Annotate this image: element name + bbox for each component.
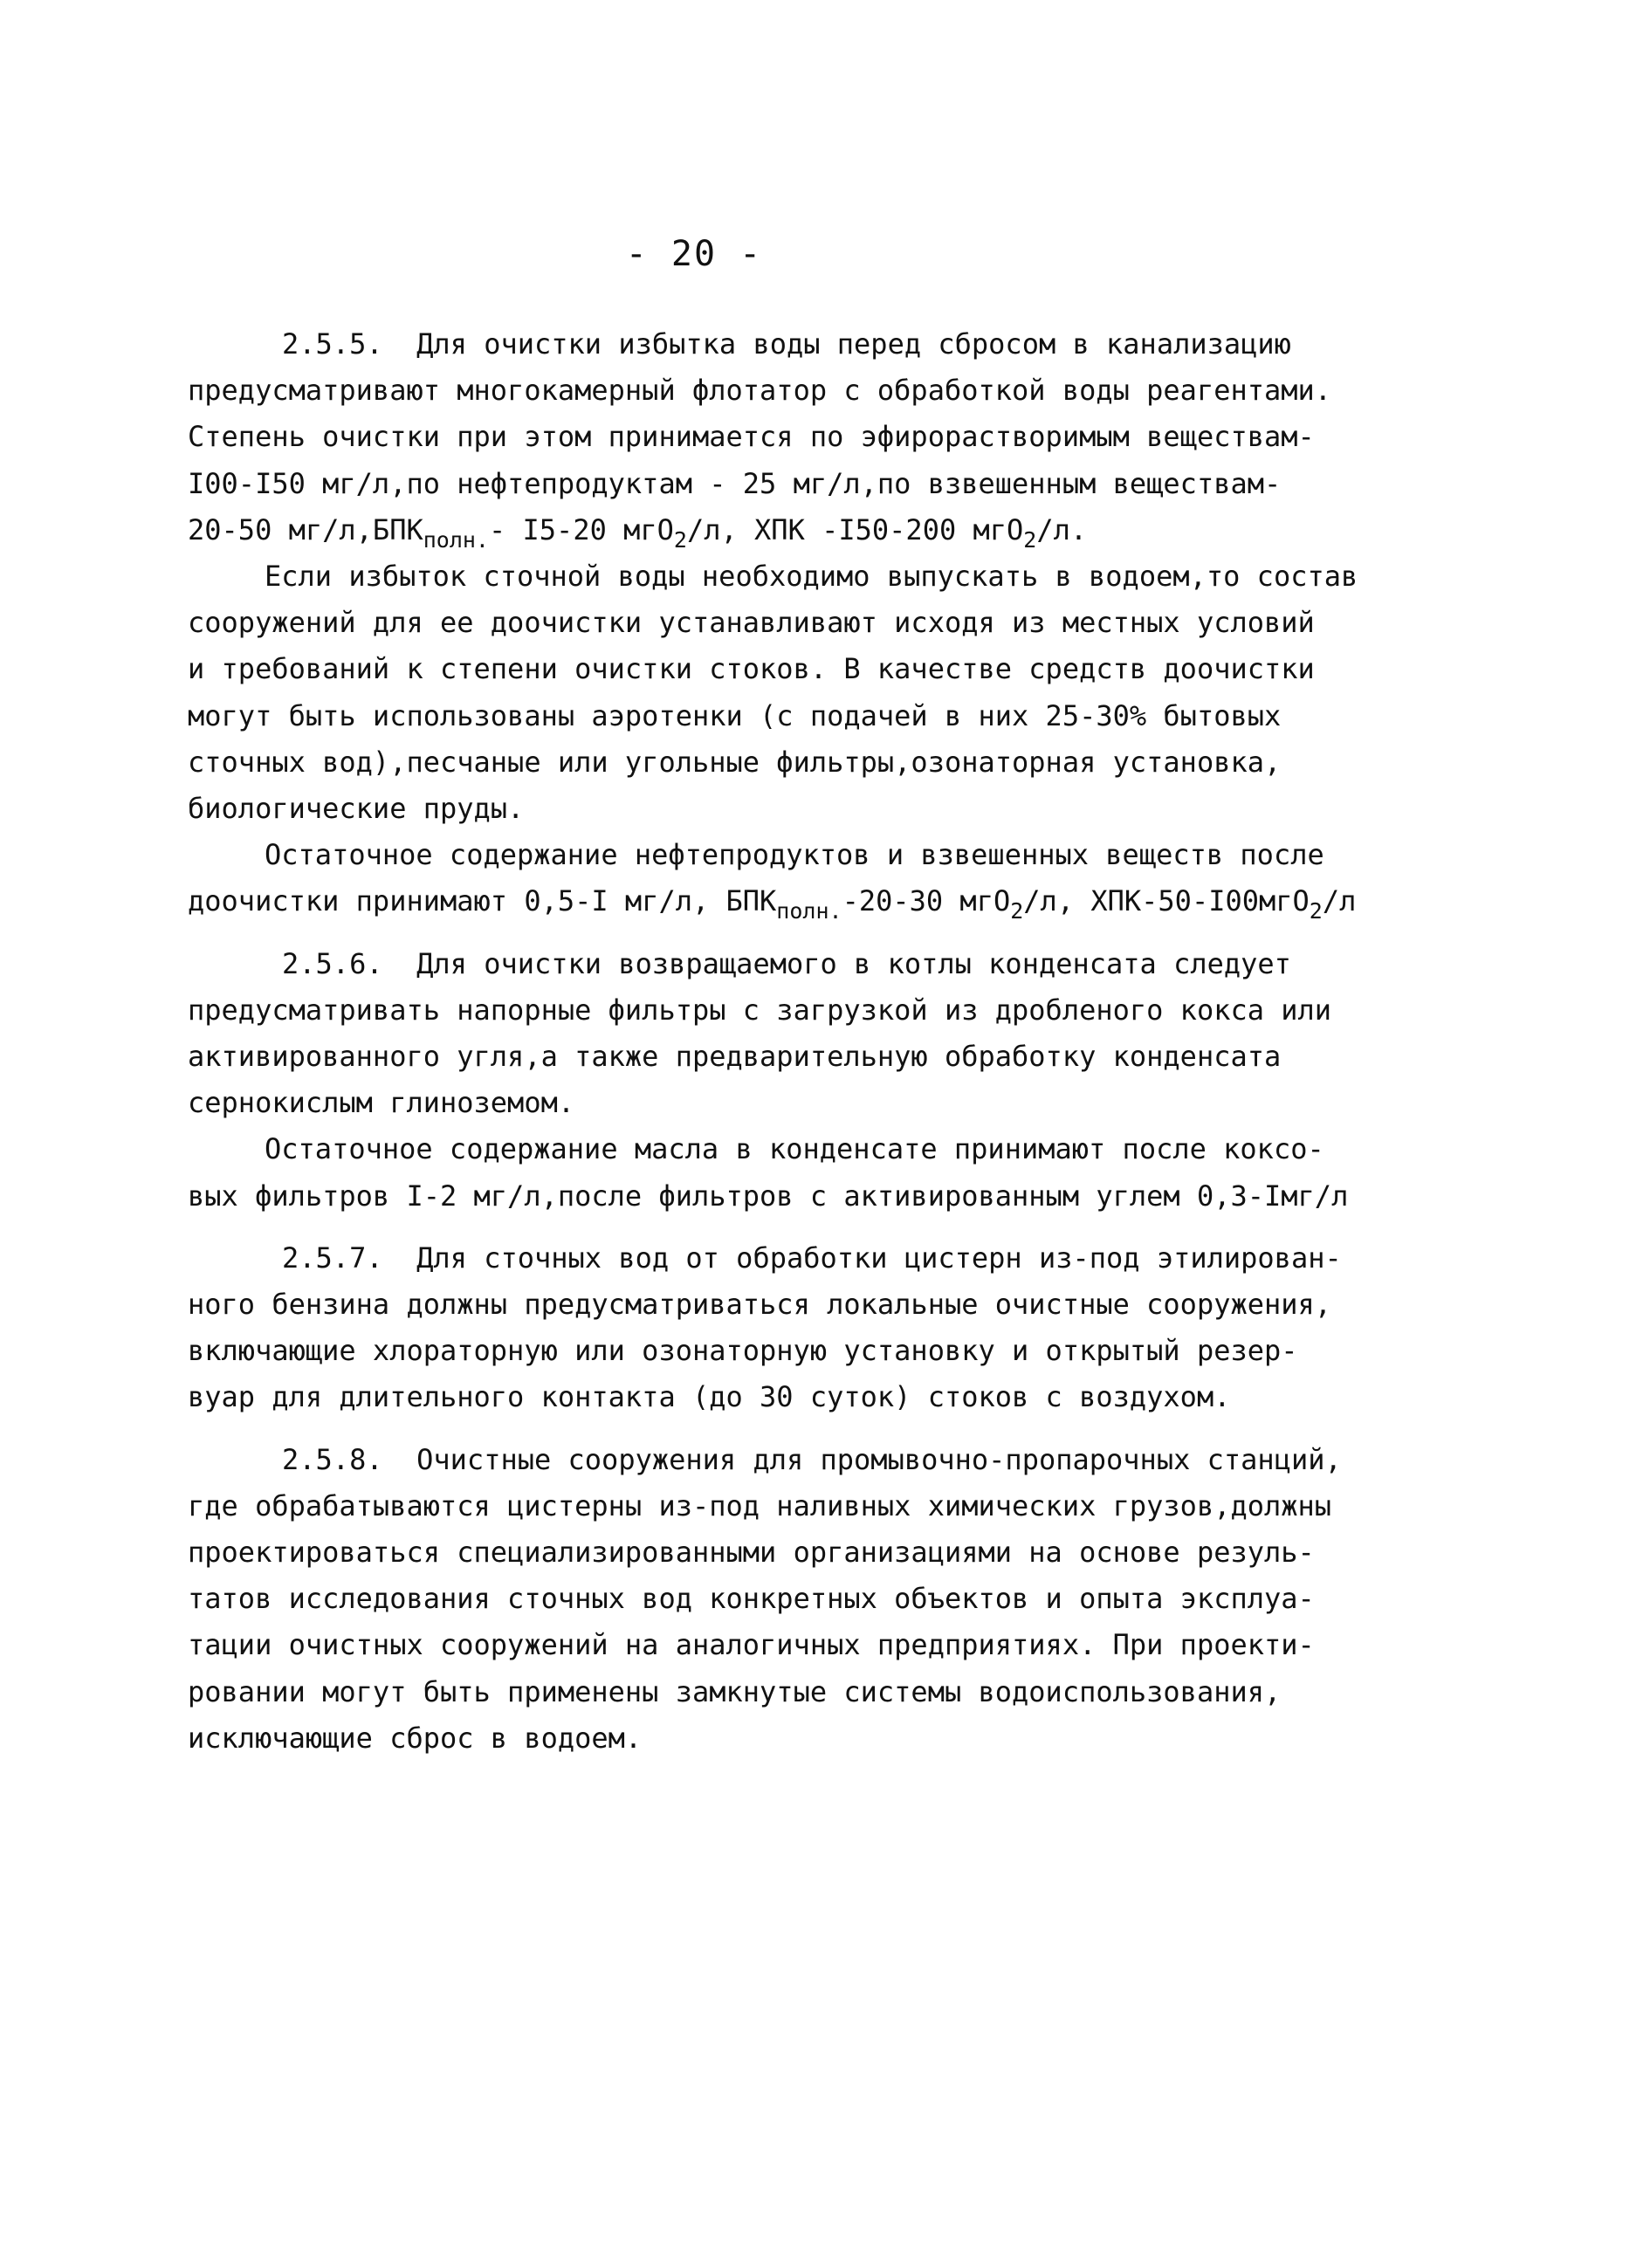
text-line: сернокислым глиноземом. xyxy=(188,1086,575,1120)
text-line: предусматривают многокамерный флотатор с обработкой воды реагентами. xyxy=(188,374,1332,408)
text-line: и требований к степени очистки стоков. В качестве средств доочистки xyxy=(188,652,1315,686)
subscript: полн. xyxy=(423,526,489,553)
section-2-5-6 xyxy=(188,941,1497,1127)
text-line: 2.5.7. Для сточных вод от обработки цистерн из-под этилирован- xyxy=(282,1241,1342,1275)
text-line: 2.5.8. Очистные сооружения для промывочно-пропарочных станций, xyxy=(282,1442,1342,1476)
section-2-5-5 xyxy=(188,321,1497,553)
subscript: 2 xyxy=(1010,898,1024,924)
text-fragment: /л. xyxy=(1036,512,1088,546)
page-number: - 20 - xyxy=(625,234,763,274)
text-line: вуар для длительного контакта (до 30 суток) стоков с воздухом. xyxy=(188,1380,1231,1414)
text-line: Степень очистки при этом принимается по эфирорастворимым веществам- xyxy=(188,420,1315,454)
text-line: 2.5.5. Для очистки избытка воды перед сбросом в канализацию xyxy=(282,327,1291,361)
text-fragment: /л, ХПК -I50-200 мгО xyxy=(686,512,1024,546)
text-line xyxy=(188,507,1497,553)
paragraph-residual-oil xyxy=(188,1126,1497,1219)
text-fragment: /л, ХПК-50-I00мгО xyxy=(1023,884,1310,918)
text-line: включающие хлораторную или озонаторную установку и открытый резер- xyxy=(188,1334,1298,1368)
document-body xyxy=(188,321,1497,1762)
subscript: полн. xyxy=(776,898,842,924)
subscript: 2 xyxy=(1309,898,1323,924)
text-fragment: - I5-20 мгО xyxy=(488,512,674,546)
text-fragment: доочистки принимают 0,5-I мг/л, БПК xyxy=(188,884,777,918)
text-fragment: /л xyxy=(1322,884,1357,918)
text-line: тации очистных сооружений на аналогичных предприятиях. При проекти- xyxy=(188,1628,1315,1662)
paragraph-excess-water xyxy=(188,553,1497,832)
text-line: Остаточное содержание нефтепродуктов и взвешенных веществ после xyxy=(265,838,1324,872)
text-line: сооружений для ее доочистки устанавливают исходя из местных условий xyxy=(188,606,1315,640)
text-line: где обрабатываются цистерны из-под наливных химических грузов,должны xyxy=(188,1488,1332,1522)
text-line: ровании могут быть применены замкнутые системы водоиспользования, xyxy=(188,1674,1282,1708)
paragraph-residual-content xyxy=(188,832,1497,924)
text-line: Если избыток сточной воды необходимо выпускать в водоем,то состав xyxy=(265,560,1358,594)
section-2-5-7 xyxy=(188,1235,1497,1421)
text-line: могут быть использованы аэротенки (с подачей в них 25-30% бытовых xyxy=(188,698,1282,732)
subscript: 2 xyxy=(673,526,687,553)
text-fragment: 20-50 мг/л,БПК xyxy=(188,512,423,546)
text-line: активированного угля,а также предварительную обработку конденсата xyxy=(188,1040,1282,1074)
text-line xyxy=(188,878,1497,924)
text-line: проектироваться специализированными организациями на основе резуль- xyxy=(188,1536,1315,1570)
text-line: 2.5.6. Для очистки возвращаемого в котлы конденсата следует xyxy=(282,946,1291,980)
text-line: ного бензина должны предусматриваться локальные очистные сооружения, xyxy=(188,1288,1332,1322)
text-line: исключающие сброс в водоем. xyxy=(188,1721,643,1755)
section-2-5-8 xyxy=(188,1437,1497,1762)
text-line: предусматривать напорные фильтры с загрузкой из дробленого кокса или xyxy=(188,993,1332,1027)
text-line: Остаточное содержание масла в конденсате принимают после коксо- xyxy=(265,1132,1324,1166)
text-fragment: -20-30 мгО xyxy=(842,884,1011,918)
text-line: вых фильтров I-2 мг/л,после фильтров с активированным углем 0,3-Iмг/л xyxy=(188,1179,1349,1213)
text-line: биологические пруды. xyxy=(188,792,525,826)
text-line: сточных вод),песчаные или угольные фильтры,озонаторная установка, xyxy=(188,745,1282,779)
subscript: 2 xyxy=(1023,526,1037,553)
text-line: татов исследования сточных вод конкретных объектов и опыта эксплуа- xyxy=(188,1582,1315,1616)
text-line: I00-I50 мг/л,по нефтепродуктам - 25 мг/л,по взвешенным веществам- xyxy=(188,466,1282,500)
